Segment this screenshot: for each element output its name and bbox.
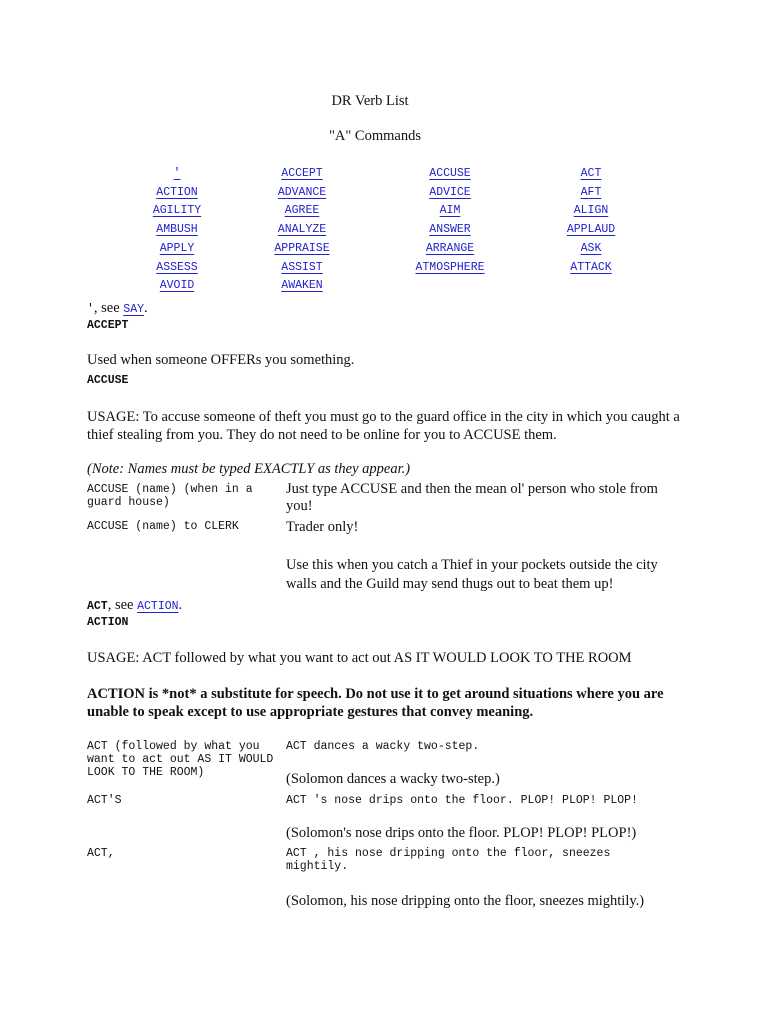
accuse-cmd-2: ACCUSE (name) to CLERK (87, 520, 239, 533)
verb-link[interactable]: ACTION (156, 185, 198, 199)
apostrophe-entry (87, 300, 148, 317)
period: . (178, 597, 183, 613)
verb-link[interactable]: ACT (580, 167, 602, 180)
see-text: , see (93, 300, 124, 316)
action-example-1: ACT dances a wacky two-step. (286, 740, 480, 753)
heading-accuse: ACCUSE (87, 374, 129, 387)
action-cmd-1: ACT (followed by what you want to act out AS IT WOULD LOOK TO THE ROOM) (87, 740, 274, 779)
verb-link[interactable]: ACCUSE (429, 167, 471, 180)
accuse-desc-2: Trader only! (286, 519, 359, 535)
action-cmd-2: ACT'S (87, 794, 122, 807)
verb-link[interactable]: ARRANGE (425, 241, 475, 255)
section-subtitle: "A" Commands (329, 128, 421, 144)
action-cmd-3: ACT, (87, 847, 115, 860)
entry-term: ' (87, 303, 94, 316)
period: . (144, 300, 148, 316)
action-result-1: (Solomon dances a wacky two-step.) (286, 771, 500, 787)
verb-link[interactable]: AVOID (159, 279, 195, 293)
see-text: , see (107, 597, 138, 613)
link-say[interactable]: SAY (123, 303, 145, 316)
verb-link[interactable]: ANALYZE (277, 223, 327, 237)
action-example-2: ACT 's nose drips onto the floor. PLOP! PLOP! PLOP! (286, 794, 638, 807)
accuse-desc-2b: Use this when you catch a Thief in your pockets outside the city walls and the Guild may send thugs out to beat them up! (286, 557, 658, 592)
accuse-usage: USAGE: To accuse someone of theft you must go to the guard office in the city in which you caught a thief stealing from you. They do not need to be online for you to ACCUSE them. (87, 409, 680, 443)
verb-link[interactable]: ALIGN (573, 204, 609, 218)
action-result-2: (Solomon's nose drips onto the floor. PLOP! PLOP! PLOP!) (286, 825, 637, 841)
entry-term: ACT (87, 600, 108, 613)
action-result-3: (Solomon, his nose dripping onto the floor, sneezes mightily.) (286, 893, 645, 909)
heading-action: ACTION (87, 616, 129, 629)
verb-link[interactable]: AFT (580, 185, 602, 199)
page-title: DR Verb List (331, 93, 409, 109)
link-action[interactable]: ACTION (137, 600, 179, 613)
verb-link[interactable]: ' (173, 167, 181, 180)
verb-link[interactable]: AIM (439, 204, 461, 218)
act-entry (87, 597, 182, 614)
verb-link[interactable]: ATMOSPHERE (415, 260, 485, 274)
verb-link[interactable]: AMBUSH (156, 223, 198, 237)
verb-link[interactable]: ASK (580, 241, 602, 255)
heading-accept: ACCEPT (87, 319, 129, 332)
action-usage: USAGE: ACT followed by what you want to act out AS IT WOULD LOOK TO THE ROOM (87, 650, 632, 666)
verb-link[interactable]: AGILITY (152, 204, 202, 218)
verb-link[interactable]: APPLY (159, 241, 195, 255)
verb-link[interactable]: APPRAISE (274, 241, 330, 255)
verb-link[interactable]: ANSWER (429, 223, 471, 237)
verb-link[interactable]: AGREE (284, 204, 320, 218)
verb-link[interactable]: AWAKEN (281, 279, 323, 293)
accuse-note: (Note: Names must be typed EXACTLY as they appear.) (87, 461, 411, 477)
accuse-desc-1: Just type ACCUSE and then the mean ol' person who stole from you! (286, 481, 658, 514)
verb-link[interactable]: ASSIST (281, 260, 323, 274)
verb-link[interactable]: ADVANCE (277, 185, 327, 199)
accuse-cmd-1: ACCUSE (name) (when in a guard house) (87, 483, 253, 509)
accept-description: Used when someone OFFERs you something. (87, 352, 355, 368)
action-warning: ACTION is *not* a substitute for speech. Do not use it to get around situations where you are unable to speak except to use appropriate gestures that convey meaning. (87, 686, 664, 720)
verb-link[interactable]: ATTACK (570, 260, 612, 274)
verb-link[interactable]: APPLAUD (566, 223, 616, 237)
verb-link[interactable]: ASSESS (156, 260, 198, 274)
verb-link[interactable]: ACCEPT (281, 167, 323, 180)
verb-link[interactable]: ADVICE (429, 185, 471, 199)
action-example-3: ACT , his nose dripping onto the floor, sneezes mightily. (286, 847, 611, 873)
